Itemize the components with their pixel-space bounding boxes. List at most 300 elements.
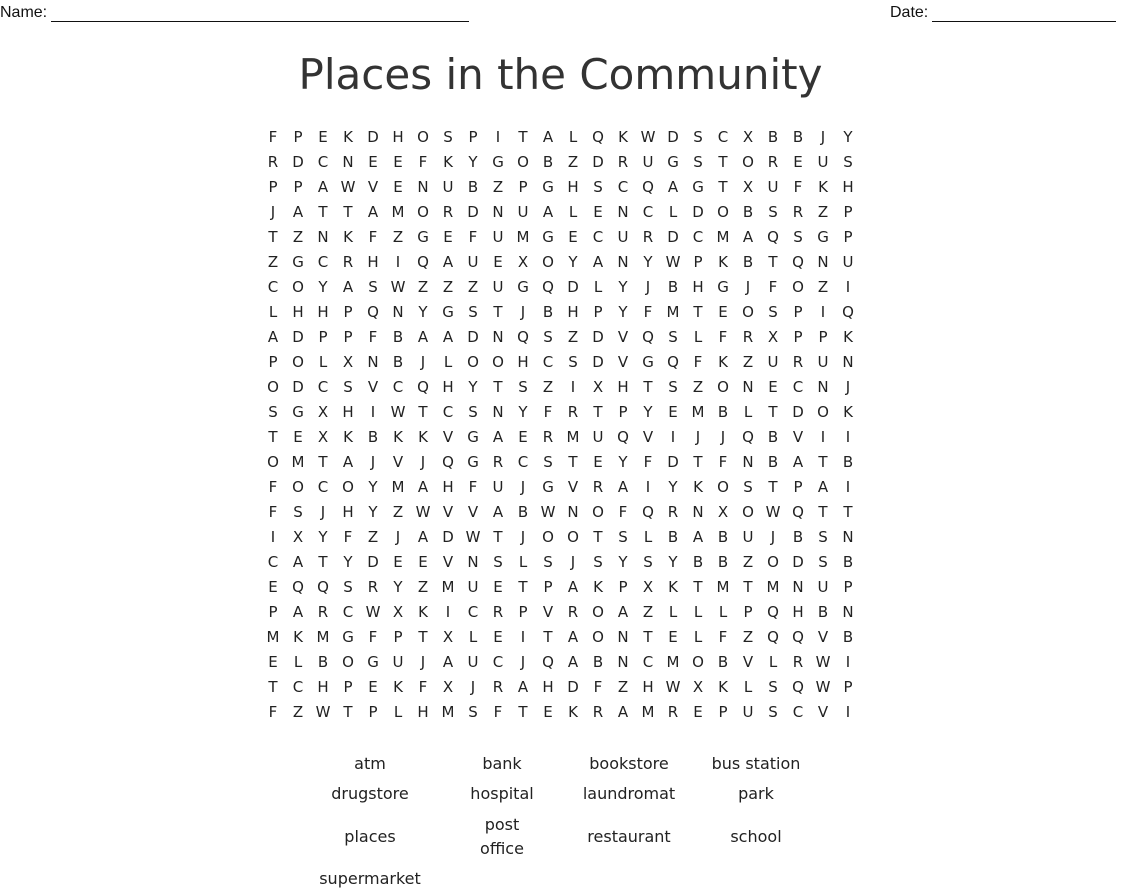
- grid-letter: J: [820, 128, 826, 146]
- grid-letter: T: [418, 628, 428, 646]
- grid-letter: J: [420, 353, 426, 371]
- grid-letter: N: [817, 378, 829, 396]
- grid-letter: W: [315, 703, 331, 721]
- grid-letter: N: [792, 578, 804, 596]
- grid-letter: B: [792, 128, 804, 146]
- grid-letter: S: [268, 403, 278, 421]
- grid-letter: Q: [542, 278, 554, 296]
- grid-letter: B: [742, 203, 754, 221]
- grid-letter: Y: [843, 128, 853, 146]
- grid-letter: G: [642, 353, 654, 371]
- grid-letter: H: [792, 603, 804, 621]
- word-bank-item: [564, 825, 694, 849]
- grid-letter: W: [815, 678, 831, 696]
- grid-letter: U: [467, 653, 479, 671]
- grid-letter: G: [467, 453, 479, 471]
- grid-letter: B: [392, 353, 404, 371]
- grid-letter: X: [317, 403, 329, 421]
- grid-letter: H: [392, 128, 404, 146]
- grid-letter: H: [567, 303, 579, 321]
- grid-letter: A: [417, 328, 429, 346]
- grid-letter: E: [368, 153, 378, 171]
- grid-letter: E: [518, 428, 528, 446]
- grid-letter: R: [592, 478, 604, 496]
- grid-letter: B: [842, 553, 854, 571]
- grid-letter: K: [443, 153, 453, 171]
- grid-letter: A: [542, 203, 554, 221]
- grid-letter: V: [817, 628, 829, 646]
- grid-letter: I: [395, 253, 401, 271]
- grid-letter: H: [367, 253, 379, 271]
- grid-letter: U: [467, 578, 479, 596]
- grid-letter: Q: [792, 628, 804, 646]
- grid-letter: P: [793, 328, 803, 346]
- grid-letter: O: [717, 203, 729, 221]
- grid-letter: K: [343, 228, 353, 246]
- grid-letter: E: [668, 403, 678, 421]
- grid-letter: O: [742, 503, 754, 521]
- grid-letter: V: [442, 428, 454, 446]
- grid-letter: Y: [668, 553, 678, 571]
- grid-letter: A: [517, 678, 529, 696]
- word-bank-item: [437, 752, 567, 776]
- grid-letter: N: [492, 403, 504, 421]
- grid-letter: W: [390, 278, 406, 296]
- grid-letter: X: [292, 528, 304, 546]
- grid-letter: X: [517, 253, 529, 271]
- grid-letter: E: [593, 203, 603, 221]
- grid-letter: F: [368, 628, 378, 646]
- grid-letter: B: [717, 403, 729, 421]
- grid-letter: D: [367, 128, 379, 146]
- grid-letter: G: [367, 653, 379, 671]
- grid-letter: D: [792, 553, 804, 571]
- grid-letter: J: [720, 428, 726, 446]
- grid-letter: V: [617, 328, 629, 346]
- grid-letter: W: [665, 678, 681, 696]
- grid-letter: O: [342, 478, 354, 496]
- grid-letter: B: [317, 653, 329, 671]
- grid-letter: J: [370, 453, 376, 471]
- grid-letter: A: [442, 328, 454, 346]
- grid-letter: K: [693, 478, 703, 496]
- grid-letter: H: [617, 378, 629, 396]
- grid-letter: N: [317, 228, 329, 246]
- grid-letter: V: [567, 478, 579, 496]
- grid-letter: T: [768, 253, 778, 271]
- grid-letter: E: [393, 153, 403, 171]
- grid-letter: J: [420, 453, 426, 471]
- grid-letter: P: [268, 353, 278, 371]
- grid-letter: Z: [642, 603, 654, 621]
- grid-letter: T: [843, 503, 853, 521]
- grid-letter: M: [766, 578, 780, 596]
- word-bank-item: [305, 782, 435, 806]
- grid-letter: E: [293, 428, 303, 446]
- grid-letter: Z: [567, 328, 579, 346]
- grid-letter: C: [792, 703, 804, 721]
- grid-letter: U: [767, 178, 779, 196]
- grid-letter: K: [393, 678, 403, 696]
- grid-letter: E: [793, 153, 803, 171]
- grid-letter: L: [318, 353, 328, 371]
- grid-letter: N: [742, 453, 754, 471]
- grid-letter: O: [492, 353, 504, 371]
- grid-letter: E: [493, 253, 503, 271]
- grid-letter: Y: [618, 278, 628, 296]
- grid-letter: S: [543, 328, 553, 346]
- grid-letter: G: [492, 153, 504, 171]
- grid-letter: S: [368, 278, 378, 296]
- word-bank-text: laundromat: [582, 784, 676, 803]
- grid-letter: L: [743, 403, 753, 421]
- grid-letter: A: [417, 478, 429, 496]
- grid-letter: D: [667, 453, 679, 471]
- grid-letter: D: [592, 153, 604, 171]
- grid-letter: Y: [393, 578, 403, 596]
- grid-letter: B: [392, 328, 404, 346]
- grid-letter: F: [268, 478, 278, 496]
- grid-letter: L: [668, 203, 678, 221]
- grid-letter: U: [517, 203, 529, 221]
- grid-letter: Z: [492, 178, 504, 196]
- grid-letter: P: [268, 603, 278, 621]
- grid-letter: M: [441, 578, 455, 596]
- grid-letter: F: [418, 153, 428, 171]
- grid-letter: Y: [568, 253, 578, 271]
- grid-letter: T: [493, 528, 503, 546]
- grid-letter: A: [617, 478, 629, 496]
- grid-letter: N: [742, 378, 754, 396]
- grid-letter: C: [492, 653, 504, 671]
- grid-letter: A: [617, 603, 629, 621]
- grid-letter: O: [592, 628, 604, 646]
- word-bank-item: [437, 782, 567, 806]
- grid-letter: N: [567, 503, 579, 521]
- grid-letter: A: [567, 653, 579, 671]
- grid-letter: C: [642, 653, 654, 671]
- grid-letter: L: [643, 528, 653, 546]
- grid-letter: K: [293, 628, 303, 646]
- grid-letter: A: [567, 578, 579, 596]
- grid-letter: R: [592, 703, 604, 721]
- grid-letter: E: [668, 628, 678, 646]
- grid-letter: C: [292, 678, 304, 696]
- date-label: Date:: [890, 4, 929, 21]
- grid-letter: A: [292, 203, 304, 221]
- grid-letter: N: [617, 253, 629, 271]
- grid-letter: W: [640, 128, 656, 146]
- grid-letter: E: [543, 703, 553, 721]
- grid-letter: A: [617, 703, 629, 721]
- grid-letter: Q: [367, 303, 379, 321]
- grid-letter: T: [643, 628, 653, 646]
- grid-letter: E: [418, 553, 428, 571]
- grid-letter: D: [467, 203, 479, 221]
- grid-letter: S: [743, 478, 753, 496]
- grid-letter: Z: [567, 153, 579, 171]
- grid-letter: L: [568, 128, 578, 146]
- grid-letter: W: [765, 503, 781, 521]
- grid-letter: A: [667, 178, 679, 196]
- grid-letter: S: [768, 678, 778, 696]
- word-bank-text: bus station: [711, 754, 801, 773]
- grid-letter: F: [643, 303, 653, 321]
- grid-letter: U: [817, 153, 829, 171]
- grid-letter: Y: [418, 303, 428, 321]
- grid-letter: Y: [343, 553, 353, 571]
- grid-letter: A: [792, 453, 804, 471]
- grid-letter: R: [342, 253, 354, 271]
- grid-letter: F: [768, 278, 778, 296]
- grid-letter: S: [593, 178, 603, 196]
- grid-letter: U: [817, 578, 829, 596]
- grid-letter: Y: [368, 478, 378, 496]
- grid-letter: Y: [618, 553, 628, 571]
- grid-letter: J: [745, 278, 751, 296]
- grid-letter: P: [343, 303, 353, 321]
- grid-letter: Z: [742, 628, 754, 646]
- grid-letter: T: [343, 203, 353, 221]
- grid-letter: O: [817, 403, 829, 421]
- grid-letter: D: [567, 278, 579, 296]
- grid-letter: I: [820, 428, 826, 446]
- grid-letter: H: [317, 678, 329, 696]
- grid-letter: S: [443, 128, 453, 146]
- grid-letter: N: [467, 553, 479, 571]
- grid-letter: H: [692, 278, 704, 296]
- grid-letter: F: [418, 678, 428, 696]
- grid-letter: M: [691, 403, 705, 421]
- grid-letter: C: [267, 553, 279, 571]
- grid-letter: H: [642, 678, 654, 696]
- grid-letter: O: [292, 278, 304, 296]
- grid-letter: P: [693, 253, 703, 271]
- grid-letter: P: [793, 478, 803, 496]
- grid-letter: V: [642, 428, 654, 446]
- grid-letter: L: [718, 603, 728, 621]
- grid-letter: S: [668, 378, 678, 396]
- grid-letter: H: [567, 178, 579, 196]
- grid-letter: D: [292, 328, 304, 346]
- grid-letter: B: [742, 253, 754, 271]
- grid-letter: S: [693, 153, 703, 171]
- word-bank-text: post: [484, 815, 520, 834]
- grid-letter: T: [518, 128, 528, 146]
- grid-letter: F: [268, 503, 278, 521]
- grid-letter: T: [318, 453, 328, 471]
- grid-letter: D: [367, 553, 379, 571]
- grid-letter: X: [442, 678, 454, 696]
- grid-letter: P: [618, 403, 628, 421]
- grid-letter: C: [442, 403, 454, 421]
- word-bank-text: places: [344, 827, 396, 846]
- grid-letter: H: [342, 403, 354, 421]
- grid-letter: V: [792, 428, 804, 446]
- grid-letter: L: [693, 603, 703, 621]
- grid-letter: T: [718, 178, 728, 196]
- grid-letter: E: [393, 553, 403, 571]
- grid-letter: K: [843, 403, 853, 421]
- grid-letter: Z: [417, 278, 429, 296]
- grid-letter: S: [843, 153, 853, 171]
- grid-letter: Y: [468, 153, 478, 171]
- grid-letter: N: [617, 628, 629, 646]
- grid-letter: W: [465, 528, 481, 546]
- grid-letter: Q: [792, 678, 804, 696]
- grid-letter: K: [568, 703, 578, 721]
- grid-letter: L: [443, 353, 453, 371]
- grid-letter: I: [570, 378, 576, 396]
- grid-letter: Q: [542, 653, 554, 671]
- grid-letter: A: [342, 453, 354, 471]
- grid-letter: M: [291, 453, 305, 471]
- grid-letter: B: [817, 603, 829, 621]
- word-bank-item: [305, 752, 435, 776]
- grid-letter: N: [617, 203, 629, 221]
- grid-letter: F: [618, 503, 628, 521]
- grid-letter: R: [617, 153, 629, 171]
- grid-letter: G: [417, 228, 429, 246]
- grid-letter: D: [592, 353, 604, 371]
- grid-letter: G: [542, 178, 554, 196]
- grid-letter: G: [542, 228, 554, 246]
- grid-letter: V: [742, 653, 754, 671]
- grid-letter: F: [643, 453, 653, 471]
- grid-letter: O: [292, 353, 304, 371]
- grid-letter: G: [517, 278, 529, 296]
- grid-letter: T: [768, 403, 778, 421]
- grid-letter: G: [292, 403, 304, 421]
- grid-letter: R: [792, 653, 804, 671]
- word-bank-text: atm: [354, 754, 386, 773]
- grid-letter: T: [568, 453, 578, 471]
- grid-letter: Z: [692, 378, 704, 396]
- grid-letter: S: [643, 553, 653, 571]
- grid-letter: T: [268, 678, 278, 696]
- grid-letter: S: [768, 203, 778, 221]
- grid-letter: T: [493, 303, 503, 321]
- grid-letter: Q: [617, 428, 629, 446]
- grid-letter: I: [820, 303, 826, 321]
- grid-letter: H: [417, 703, 429, 721]
- grid-letter: O: [542, 528, 554, 546]
- grid-letter: Q: [767, 228, 779, 246]
- word-bank-text: restaurant: [587, 827, 671, 846]
- grid-letter: V: [442, 553, 454, 571]
- grid-letter: W: [390, 403, 406, 421]
- grid-letter: R: [492, 453, 504, 471]
- grid-letter: Q: [767, 628, 779, 646]
- word-bank-text: bank: [482, 754, 522, 773]
- grid-letter: S: [818, 553, 828, 571]
- grid-letter: L: [393, 703, 403, 721]
- grid-letter: X: [342, 353, 354, 371]
- grid-letter: P: [518, 178, 528, 196]
- grid-letter: A: [367, 203, 379, 221]
- grid-letter: C: [592, 228, 604, 246]
- grid-letter: D: [792, 403, 804, 421]
- grid-letter: Q: [517, 328, 529, 346]
- grid-letter: I: [645, 478, 651, 496]
- grid-letter: B: [767, 453, 779, 471]
- grid-letter: T: [493, 378, 503, 396]
- grid-letter: L: [768, 653, 778, 671]
- grid-letter: P: [593, 303, 603, 321]
- grid-letter: E: [493, 578, 503, 596]
- grid-letter: F: [718, 328, 728, 346]
- grid-letter: U: [492, 278, 504, 296]
- grid-letter: F: [593, 678, 603, 696]
- grid-letter: X: [742, 128, 754, 146]
- grid-letter: H: [542, 678, 554, 696]
- grid-letter: X: [392, 603, 404, 621]
- word-bank-item: [437, 813, 567, 861]
- grid-letter: S: [768, 303, 778, 321]
- grid-letter: P: [293, 178, 303, 196]
- grid-letter: A: [417, 528, 429, 546]
- grid-letter: A: [292, 603, 304, 621]
- grid-letter: Z: [442, 278, 454, 296]
- grid-letter: A: [742, 228, 754, 246]
- grid-letter: X: [317, 428, 329, 446]
- grid-letter: N: [492, 203, 504, 221]
- grid-letter: B: [842, 628, 854, 646]
- grid-letter: T: [318, 553, 328, 571]
- grid-letter: I: [845, 478, 851, 496]
- grid-letter: S: [468, 403, 478, 421]
- grid-letter: O: [792, 278, 804, 296]
- grid-letter: U: [642, 153, 654, 171]
- grid-letter: L: [693, 628, 703, 646]
- grid-letter: Q: [417, 253, 429, 271]
- grid-letter: U: [467, 253, 479, 271]
- grid-letter: F: [543, 403, 553, 421]
- grid-letter: N: [842, 528, 854, 546]
- word-bank-item: [305, 825, 435, 849]
- grid-letter: J: [695, 428, 701, 446]
- grid-letter: T: [418, 403, 428, 421]
- grid-letter: F: [368, 228, 378, 246]
- grid-letter: B: [717, 653, 729, 671]
- grid-letter: H: [442, 378, 454, 396]
- grid-letter: X: [442, 628, 454, 646]
- grid-letter: H: [317, 303, 329, 321]
- grid-letter: D: [442, 528, 454, 546]
- grid-letter: Z: [392, 503, 404, 521]
- grid-letter: S: [543, 553, 553, 571]
- grid-letter: C: [317, 478, 329, 496]
- grid-letter: A: [492, 503, 504, 521]
- grid-letter: Q: [417, 378, 429, 396]
- grid-letter: O: [767, 553, 779, 571]
- grid-letter: Z: [267, 253, 279, 271]
- grid-letter: L: [668, 603, 678, 621]
- grid-letter: P: [343, 328, 353, 346]
- grid-letter: K: [618, 128, 628, 146]
- grid-letter: Y: [368, 503, 378, 521]
- grid-letter: K: [718, 353, 728, 371]
- word-bank-item: [564, 782, 694, 806]
- grid-letter: C: [717, 128, 729, 146]
- grid-letter: K: [718, 678, 728, 696]
- grid-letter: Y: [643, 253, 653, 271]
- grid-letter: O: [542, 253, 554, 271]
- word-bank-item: [691, 782, 821, 806]
- grid-letter: J: [520, 303, 526, 321]
- grid-letter: R: [792, 203, 804, 221]
- grid-letter: A: [592, 253, 604, 271]
